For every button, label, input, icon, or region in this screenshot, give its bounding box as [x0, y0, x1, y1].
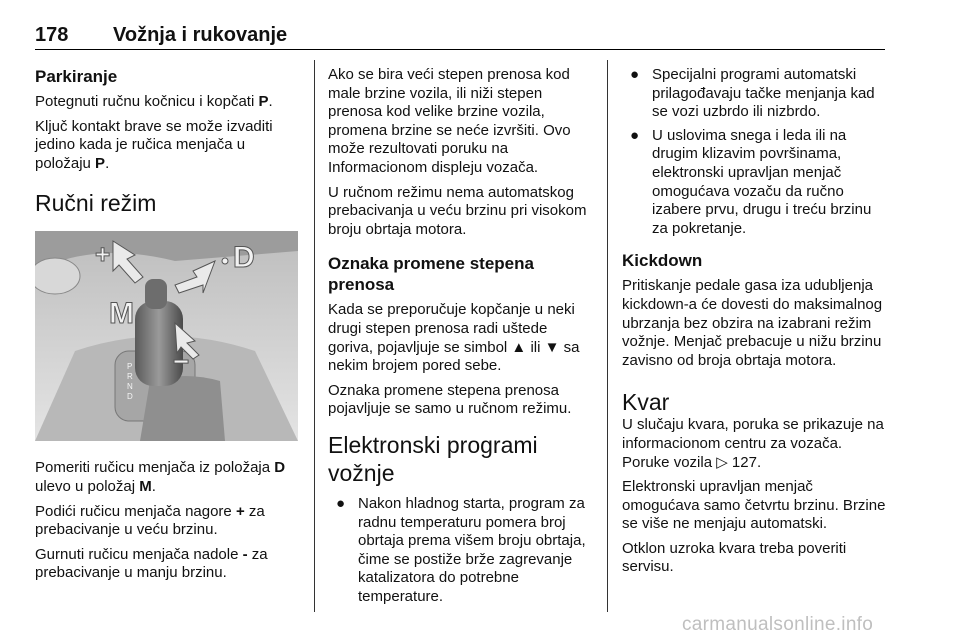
manual-mode-heading: Ručni režim [35, 190, 157, 217]
text-bold: D [274, 459, 286, 477]
shift-indicator-heading: Oznaka promene stepena prenosa [328, 254, 534, 295]
text: Nakon hladnog starta, program za radnu temperaturu pomera broj obrtaja prema višem broju obrtaja, čime se postiže brže zagrevanje katalizatora do potrebne temperature. [358, 494, 586, 605]
text: Podići ručicu menjača nagore [35, 502, 236, 520]
text: Potegnuti ručnu kočnicu i kopčati [35, 93, 259, 110]
illus-d-label: D [233, 241, 255, 275]
kickdown-paragraph: Pritiskanje pedale gasa iza udubljenja kickdown-a će dovesti do maksimalnog ubrzanja bez obzira na izabrani režim vožnje. Menjač prebacuje u nižu brzinu zavisno od broja obrtaja motora. [622, 277, 883, 369]
fault-paragraph-1 [622, 416, 890, 472]
text: Pomeriti ručicu menjača iz položaja [35, 459, 275, 477]
text: sa nekim brojem pored sebe. [328, 338, 580, 375]
text: Specijalni programi automatski prilagođavaju tačke menjanja kad se vozi uzbrdo ili nizbrdo. [652, 66, 875, 121]
text: ili [526, 338, 545, 356]
parking-paragraph-2 [35, 118, 300, 174]
column-divider-2 [607, 60, 608, 612]
electronic-programs-heading: Elektronski programi vožnje [328, 431, 538, 486]
text: U uslovima snega i leda ili na drugim klizavim površinama, elektronski upravljan menjač omogućava vozaču da ručno izabere prvu, drugu i treću brzinu za pokretanje. [652, 126, 872, 237]
text: . [268, 93, 273, 110]
gear-lever-image [35, 231, 298, 441]
text-bold: P [95, 154, 106, 172]
gate-letter-p: P [127, 362, 133, 372]
illus-m-label: M [109, 297, 134, 331]
fault-heading: Kvar [622, 389, 670, 416]
header-divider [35, 49, 885, 50]
text: Ključ kontakt brave se može izvaditi jedino kada je ručica menjača u položaju [35, 117, 273, 172]
text-bold: - [242, 545, 248, 563]
electronic-programs-list-cont [622, 66, 890, 238]
text: Gurnuti ručicu menjača nadole [35, 545, 243, 563]
col2-paragraph-2: U ručnom režimu nema automatskog prebacivanja u veću brzinu pri visokom broju obrtaja motora. [328, 183, 587, 238]
illus-plus-label: + [95, 239, 111, 270]
bullet-icon: ● [336, 494, 346, 512]
text: Kada se preporučuje kopčanje u neki drugi stepen prenosa radi uštede goriva, pojavljuje se simbol [328, 301, 575, 356]
text: za prebacivanje u veću brzinu. [35, 502, 265, 539]
bullet-icon: ● [630, 126, 640, 144]
list-item [622, 66, 890, 122]
gear-lever-illustration [35, 231, 298, 441]
gate-letter-n: N [127, 382, 133, 392]
shift-down-symbol: ▼ [544, 338, 560, 356]
shift-down-paragraph [35, 546, 300, 583]
col2-paragraph-1: Ako se bira veći stepen prenosa kod male brzine vozila, ili niži stepen prenosa kod velike brzine vozila, promena brzine se neće izvršiti. Ovo može rezultovati poruku na Informacionom displeju vozača. [328, 66, 571, 176]
text-bold: + [235, 502, 245, 520]
page-title: Vožnja i rukovanje [113, 24, 288, 46]
page-number: 178 [35, 24, 69, 46]
text-bold: M [139, 477, 152, 495]
column-divider-1 [314, 60, 315, 612]
illus-minus-label: − [173, 346, 190, 378]
column-3 [622, 66, 890, 583]
text: . [151, 477, 156, 495]
list-item [328, 495, 596, 607]
shift-up-symbol: ▲ [511, 338, 527, 356]
page-header [35, 24, 885, 50]
parking-paragraph-1 [35, 93, 300, 112]
watermark: carmanualsonline.info [682, 614, 874, 635]
column-2 [328, 66, 596, 611]
text: ulevo u položaj [35, 477, 140, 495]
move-lever-paragraph [35, 459, 300, 496]
column-1 [35, 66, 300, 589]
col2-paragraph-3 [328, 301, 596, 375]
text: U slučaju kvara, poruka se prikazuje na informacionom centru za vozača. Poruke vozila [622, 416, 884, 471]
gate-letter-r: R [127, 372, 133, 382]
bullet-icon: ● [630, 66, 640, 83]
fault-paragraph-3: Otklon uzroka kvara treba poveriti servisu. [622, 539, 847, 576]
page-reference-icon: ▷ [716, 453, 728, 471]
shift-up-paragraph [35, 503, 300, 540]
text: . [105, 154, 110, 172]
gate-letter-d: D [127, 392, 133, 402]
kickdown-heading: Kickdown [622, 251, 703, 271]
col2-paragraph-4: Oznaka promene stepena prenosa pojavljuje se samo u ručnom režimu. [328, 381, 572, 418]
text-bold: P [258, 93, 269, 110]
electronic-programs-list [328, 495, 596, 607]
parking-heading: Parkiranje [35, 67, 118, 86]
list-item [622, 127, 890, 239]
fault-paragraph-2: Elektronski upravljan menjač omogućava samo četvrtu brzinu. Brzine se više ne menjaju automatski. [622, 478, 886, 533]
text: 127. [727, 453, 762, 471]
text: za prebacivanje u manju brzinu. [35, 545, 268, 582]
